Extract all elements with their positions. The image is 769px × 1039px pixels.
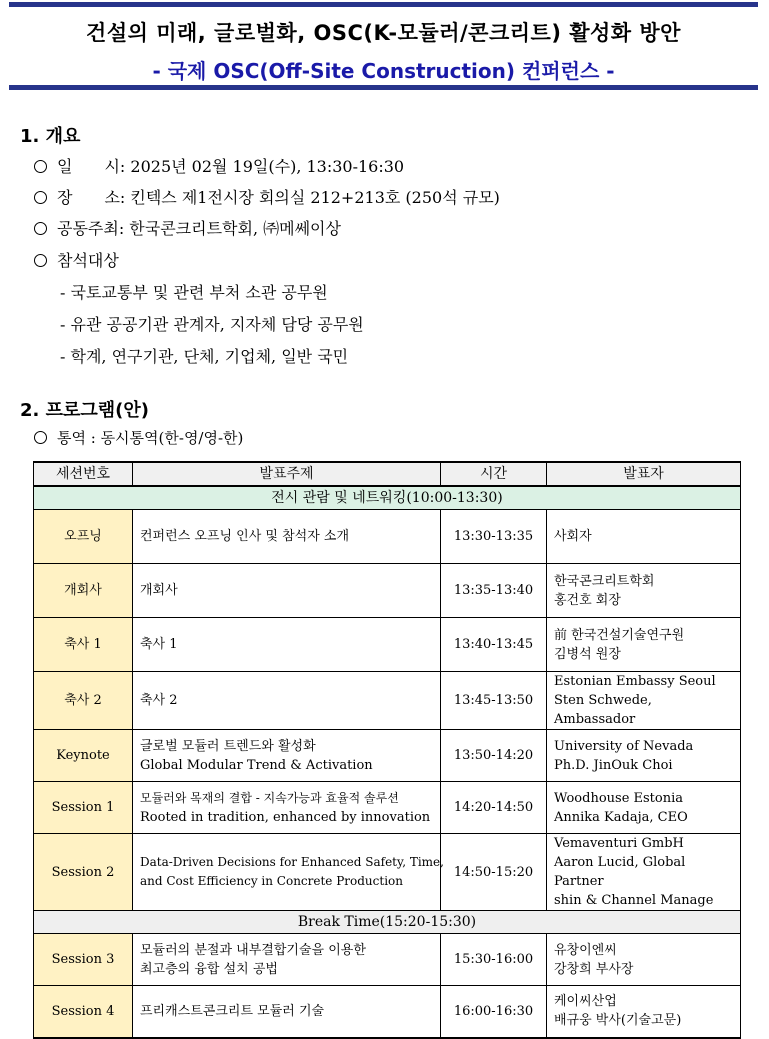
time-cell: 13:35-13:40 <box>441 564 547 618</box>
topic-line: 컨퍼런스 오프닝 인사 및 참석자 소개 <box>140 529 350 544</box>
session-cell: Session 2 <box>34 834 133 911</box>
speaker-line: 배규웅 박사(기술고문) <box>554 1013 682 1029</box>
page-subtitle: - 국제 OSC(Off-Site Construction) 컨퍼런스 - <box>152 59 615 83</box>
overview-value: : 2025년 02월 19일(수), 13:30-16:30 <box>119 157 405 176</box>
overview-item-date <box>34 154 404 177</box>
table-header-row <box>34 462 741 486</box>
overview-label: 공동주최 <box>57 219 119 238</box>
circle-bullet-icon <box>34 222 47 235</box>
time-cell: 13:45-13:50 <box>441 672 547 730</box>
topic-line: 글로벌 모듈러 트렌드와 활성화 <box>140 738 316 754</box>
speaker-cell <box>547 934 741 986</box>
circle-bullet-icon <box>34 191 47 204</box>
col-header-speaker: 발표자 <box>547 462 741 486</box>
band-row-break <box>34 911 741 934</box>
table-row <box>34 510 741 564</box>
speaker-line: Estonian Embassy Seoul <box>554 674 716 689</box>
col-header-topic: 발표주제 <box>133 462 441 486</box>
session-cell: 축사 1 <box>34 618 133 672</box>
session-cell: 축사 2 <box>34 672 133 730</box>
speaker-cell <box>547 834 741 911</box>
time-cell: 16:00-16:30 <box>441 986 547 1038</box>
table-row <box>34 834 741 911</box>
attendee-item: - 유관 공공기관 관계자, 지자체 담당 공무원 <box>60 315 364 334</box>
session-cell: Session 4 <box>34 986 133 1038</box>
session-cell: Keynote <box>34 730 133 782</box>
overview-value: : 킨텍스 제1전시장 회의실 212+213호 (250석 규모) <box>119 188 500 207</box>
overview-label: 일 시 <box>57 157 120 176</box>
table-row <box>34 564 741 618</box>
band-row-exhibit <box>34 486 741 510</box>
speaker-cell <box>547 618 741 672</box>
interpretation-note <box>34 427 243 448</box>
topic-cell <box>133 564 441 618</box>
speaker-line: Woodhouse Estonia <box>554 790 684 806</box>
speaker-line: 홍건호 회장 <box>554 592 621 608</box>
program-heading: 2. 프로그램(안) <box>20 400 150 421</box>
topic-line: 모듈러의 분절과 내부결합기술을 이용한 <box>140 942 366 958</box>
topic-cell <box>133 618 441 672</box>
speaker-line: 한국콘크리트학회 <box>554 573 655 589</box>
topic-cell <box>133 986 441 1038</box>
overview-item-host <box>34 216 341 239</box>
topic-cell <box>133 672 441 730</box>
table-row <box>34 672 741 730</box>
topic-line: Data-Driven Decisions for Enhanced Safety, Time, <box>140 855 444 869</box>
attendee-item: - 학계, 연구기관, 단체, 기업체, 일반 국민 <box>60 347 349 366</box>
speaker-cell <box>547 986 741 1038</box>
topic-line: 축사 2 <box>140 693 178 708</box>
speaker-line: 케이씨산업 <box>554 994 617 1010</box>
topic-cell <box>133 730 441 782</box>
speaker-line: 사회자 <box>554 529 592 544</box>
speaker-line: 유창이엔씨 <box>554 942 617 958</box>
session-cell: Session 3 <box>34 934 133 986</box>
attendee-item: - 국토교통부 및 관련 부처 소관 공무원 <box>60 283 328 302</box>
session-cell: Session 1 <box>34 782 133 834</box>
time-cell: 13:50-14:20 <box>441 730 547 782</box>
circle-bullet-icon <box>34 160 47 173</box>
topic-line: Global Modular Trend & Activation <box>140 757 373 773</box>
table-row <box>34 782 741 834</box>
time-cell: 13:30-13:35 <box>441 510 547 564</box>
time-cell: 15:30-16:00 <box>441 934 547 986</box>
interpretation-text: 통역 : 동시통역(한-영/영-한) <box>57 429 244 447</box>
speaker-line: University of Nevada <box>554 738 694 754</box>
topic-cell <box>133 934 441 986</box>
session-cell: 오프닝 <box>34 510 133 564</box>
page-title: 건설의 미래, 글로벌화, OSC(K-모듈러/콘크리트) 활성화 방안 <box>86 21 681 45</box>
speaker-cell <box>547 730 741 782</box>
speaker-cell <box>547 672 741 730</box>
band-exhibit-text: 전시 관람 및 네트워킹(10:00-13:30) <box>34 486 741 510</box>
overview-value: : 한국콘크리트학회, ㈜메쎄이상 <box>118 219 341 238</box>
topic-line: and Cost Efficiency in Concrete Production <box>140 874 403 888</box>
topic-line: 축사 1 <box>140 637 178 652</box>
time-cell: 14:20-14:50 <box>441 782 547 834</box>
time-cell: 14:50-15:20 <box>441 834 547 911</box>
col-header-session: 세션번호 <box>34 462 133 486</box>
circle-bullet-icon <box>34 431 47 444</box>
program-table <box>33 461 741 1039</box>
session-cell: 개회사 <box>34 564 133 618</box>
circle-bullet-icon <box>34 254 47 267</box>
speaker-line: shin & Channel Manage <box>554 893 714 908</box>
speaker-line: 김병석 원장 <box>554 646 621 662</box>
table-row <box>34 618 741 672</box>
speaker-cell <box>547 782 741 834</box>
speaker-line: 강창희 부사장 <box>554 961 634 977</box>
speaker-line: Vemaventuri GmbH <box>554 836 684 851</box>
speaker-line: Annika Kadaja, CEO <box>554 809 688 825</box>
table-row <box>34 934 741 986</box>
speaker-cell <box>547 510 741 564</box>
topic-cell <box>133 782 441 834</box>
topic-line: 프리캐스트콘크리트 모듈러 기술 <box>140 1003 325 1019</box>
topic-line: 모듈러와 목재의 결합 - 지속가능과 효율적 솔루션 <box>140 790 399 805</box>
time-cell: 13:40-13:45 <box>441 618 547 672</box>
topic-line: 최고층의 융합 설치 공법 <box>140 961 278 977</box>
speaker-line: 前 한국건설기술연구원 <box>554 627 685 643</box>
speaker-line: Aaron Lucid, Global Partner <box>554 855 686 889</box>
table-row <box>34 986 741 1038</box>
overview-label: 장 소 <box>57 188 120 207</box>
topic-cell <box>133 834 444 911</box>
title-box <box>9 2 758 90</box>
speaker-line: Ph.D. JinOuk Choi <box>554 757 673 773</box>
topic-cell <box>133 510 441 564</box>
col-header-time: 시간 <box>441 462 547 486</box>
band-break-text: Break Time(15:20-15:30) <box>34 911 741 934</box>
topic-line: 개회사 <box>140 583 178 598</box>
speaker-line: Sten Schwede, Ambassador <box>554 693 652 727</box>
overview-heading: 1. 개요 <box>20 126 81 147</box>
overview-item-attendees <box>34 248 119 271</box>
speaker-cell <box>547 564 741 618</box>
overview-item-venue <box>34 185 500 208</box>
table-row <box>34 730 741 782</box>
topic-line: Rooted in tradition, enhanced by innovation <box>140 809 431 825</box>
overview-label: 참석대상 <box>57 251 119 270</box>
